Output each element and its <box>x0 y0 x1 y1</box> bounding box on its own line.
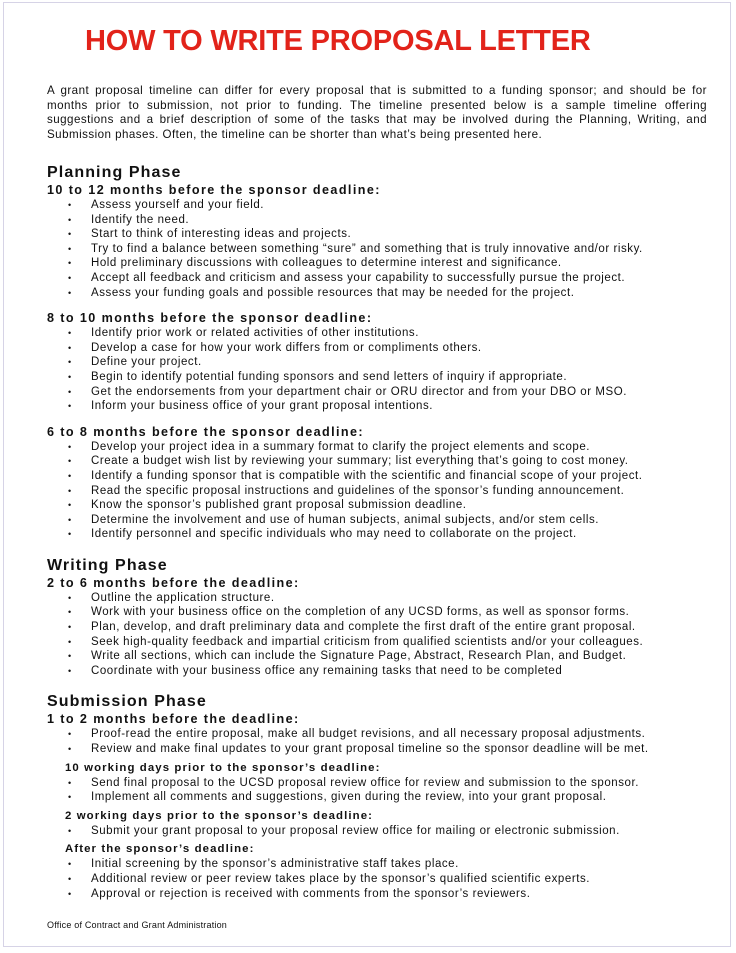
planning-10-months-list <box>47 326 727 414</box>
bullet-icon: • <box>68 258 72 269</box>
bullet-icon: • <box>68 777 72 788</box>
list-item <box>47 824 727 839</box>
bullet-icon: • <box>68 874 72 884</box>
list-item-text: Get the endorsements from your department chair or ORU director and from your DBO or MSO. <box>91 385 627 398</box>
submission-after-deadline-heading: After the sponsor’s deadline: <box>65 843 255 856</box>
list-item <box>47 591 727 606</box>
list-item-text: Start to think of interesting ideas and projects. <box>91 228 352 241</box>
list-item <box>47 469 727 484</box>
writing-6-months-list <box>47 591 727 679</box>
list-item-text: Coordinate with your business office any remaining tasks that need to be completed <box>91 664 563 677</box>
list-item-text: Seek high-quality feedback and impartial criticism from qualified scientists and/or your colleagues. <box>91 635 644 648</box>
list-item <box>47 605 727 620</box>
list-item <box>47 355 727 370</box>
bullet-icon: • <box>68 386 72 397</box>
list-item-text: Identify personnel and specific individuals who may need to collaborate on the project. <box>91 528 577 541</box>
list-item <box>47 513 727 528</box>
list-item <box>47 370 727 385</box>
list-item-text: Submit your grant proposal to your proposal review office for mailing or electronic submission. <box>91 824 620 837</box>
list-item <box>47 198 727 213</box>
list-item-text: Outline the application structure. <box>91 591 275 604</box>
bullet-icon: • <box>68 744 72 755</box>
footer-office: Office of Contract and Grant Administration <box>47 920 228 930</box>
list-item <box>47 790 727 805</box>
list-item-text: Develop a case for how your work differs from or compliments others. <box>91 341 482 354</box>
bullet-icon: • <box>68 859 72 870</box>
bullet-icon: • <box>68 888 72 899</box>
list-item-text: Create a budget wish list by reviewing your summary; list everything that’s going to cost money. <box>91 455 629 468</box>
submission-2-days-list <box>47 824 727 839</box>
bullet-icon: • <box>68 200 72 210</box>
list-item-text: Define your project. <box>91 356 202 369</box>
bullet-icon: • <box>68 229 72 240</box>
list-item <box>47 527 727 542</box>
bullet-icon: • <box>68 607 72 618</box>
list-item-text: Identify prior work or related activities of other institutions. <box>91 327 419 340</box>
document-body <box>47 163 727 901</box>
bullet-icon: • <box>68 592 72 603</box>
list-item-text: Identify a funding sponsor that is compatible with the scientific and financial scope of your project. <box>91 469 643 482</box>
list-item <box>47 256 727 271</box>
list-item <box>47 742 727 757</box>
list-item <box>47 326 727 341</box>
submission-2-months-heading: 1 to 2 months before the deadline: <box>47 712 300 727</box>
list-item-text: Review and make final updates to your grant proposal timeline so the sponsor deadline will be met. <box>91 743 649 756</box>
list-item <box>47 227 727 242</box>
bullet-icon: • <box>68 357 72 368</box>
list-item-text: Know the sponsor’s published grant proposal submission deadline. <box>91 499 467 512</box>
list-item <box>47 620 727 635</box>
list-item-text: Accept all feedback and criticism and assess your capability to successfully pursue the project. <box>91 271 626 284</box>
submission-2-days-heading: 2 working days prior to the sponsor’s deadline: <box>65 809 374 822</box>
list-item <box>47 242 727 257</box>
list-item <box>47 498 727 513</box>
list-item <box>47 872 727 887</box>
bullet-icon: • <box>68 243 72 254</box>
submission-10-days-list <box>47 776 727 805</box>
planning-12-months-heading: 10 to 12 months before the sponsor deadline: <box>47 183 381 197</box>
list-item <box>47 635 727 650</box>
list-item-text: Begin to identify potential funding sponsors and send letters of inquiry if appropriate. <box>91 370 568 383</box>
planning-phase-title: Planning Phase <box>47 164 182 181</box>
list-item <box>47 286 727 301</box>
bullet-icon: • <box>68 287 72 298</box>
list-item-text: Determine the involvement and use of human subjects, animal subjects, and/or stem cells. <box>91 513 599 526</box>
list-item <box>47 776 727 791</box>
list-item-text: Initial screening by the sponsor’s administrative staff takes place. <box>91 858 459 871</box>
list-item-text: Read the specific proposal instructions and guidelines of the sponsor’s funding announcement. <box>91 484 625 497</box>
list-item <box>47 385 727 400</box>
list-item <box>47 727 727 742</box>
list-item <box>47 341 727 356</box>
list-item <box>47 887 727 902</box>
bullet-icon: • <box>68 328 72 339</box>
list-item <box>47 213 727 228</box>
bullet-icon: • <box>68 441 72 452</box>
planning-10-months-heading: 8 to 10 months before the sponsor deadline: <box>47 311 373 326</box>
submission-2-months-list <box>47 727 727 756</box>
bullet-icon: • <box>68 529 72 540</box>
list-item <box>47 271 727 286</box>
intro-paragraph: A grant proposal timeline can differ for every proposal that is submitted to a funding sponsor; and should be for months prior to submission, not prior to funding. The timeline presented below is a sample timeline offering suggestions and a brief description of some of the tasks that may be involved during the Planning, Writing, and Submission phases. Often, the timeline can be shorter than what’s being presented here. <box>47 84 707 141</box>
list-item <box>47 484 727 499</box>
list-item-text: Inform your business office of your grant proposal intentions. <box>91 400 433 413</box>
list-item-text: Write all sections, which can include the Signature Page, Abstract, Research Plan, and Budget. <box>91 650 627 663</box>
planning-8-months-list <box>47 440 727 542</box>
list-item-text: Assess yourself and your field. <box>91 199 265 211</box>
list-item <box>47 857 727 872</box>
writing-phase-title: Writing Phase <box>47 556 168 574</box>
writing-6-months-heading: 2 to 6 months before the deadline: <box>47 575 300 590</box>
planning-8-months-heading: 6 to 8 months before the sponsor deadline: <box>47 424 365 439</box>
list-item-text: Assess your funding goals and possible resources that may be needed for the project. <box>91 286 575 299</box>
list-item <box>47 399 727 414</box>
bullet-icon: • <box>68 622 72 633</box>
bullet-icon: • <box>68 342 72 353</box>
submission-10-days-heading: 10 working days prior to the sponsor’s deadline: <box>65 761 381 774</box>
list-item <box>47 454 727 469</box>
bullet-icon: • <box>68 729 72 740</box>
list-item-text: Approval or rejection is received with comments from the sponsor’s reviewers. <box>91 887 531 900</box>
bullet-icon: • <box>68 651 72 662</box>
list-item-text: Send final proposal to the UCSD proposal review office for review and submission to the sponsor. <box>91 776 639 789</box>
bullet-icon: • <box>68 401 72 412</box>
list-item-text: Additional review or peer review takes place by the sponsor’s qualified scientific experts. <box>91 873 590 885</box>
bullet-icon: • <box>68 825 72 836</box>
list-item <box>47 440 727 455</box>
bullet-icon: • <box>68 792 72 803</box>
bullet-icon: • <box>68 500 72 511</box>
list-item <box>47 649 727 664</box>
bullet-icon: • <box>68 371 72 382</box>
submission-after-deadline-list <box>47 857 727 901</box>
page-title: HOW TO WRITE PROPOSAL LETTER <box>85 25 591 57</box>
bullet-icon: • <box>68 636 72 647</box>
bullet-icon: • <box>68 665 72 676</box>
bullet-icon: • <box>68 456 72 467</box>
bullet-icon: • <box>68 272 72 283</box>
bullet-icon: • <box>68 214 72 225</box>
list-item-text: Develop your project idea in a summary format to clarify the project elements and scope. <box>91 440 591 453</box>
list-item-text: Try to find a balance between something “sure” and something that is truly innovative and/or risky. <box>91 242 643 255</box>
list-item-text: Hold preliminary discussions with colleagues to determine interest and significance. <box>91 257 562 270</box>
list-item <box>47 664 727 679</box>
list-item-text: Identify the need. <box>91 213 190 226</box>
list-item-text: Proof-read the entire proposal, make all budget revisions, and all necessary proposal adjustments. <box>91 728 646 741</box>
list-item-text: Work with your business office on the completion of any UCSD forms, as well as sponsor forms. <box>91 606 630 619</box>
bullet-icon: • <box>68 514 72 525</box>
submission-phase-title: Submission Phase <box>47 693 207 711</box>
document-page <box>3 2 731 947</box>
list-item-text: Implement all comments and suggestions, given during the review, into your grant proposal. <box>91 791 607 804</box>
planning-12-months-list <box>47 198 727 300</box>
list-item-text: Plan, develop, and draft preliminary data and complete the first draft of the entire grant proposal. <box>91 621 636 634</box>
bullet-icon: • <box>68 485 72 496</box>
bullet-icon: • <box>68 470 72 481</box>
